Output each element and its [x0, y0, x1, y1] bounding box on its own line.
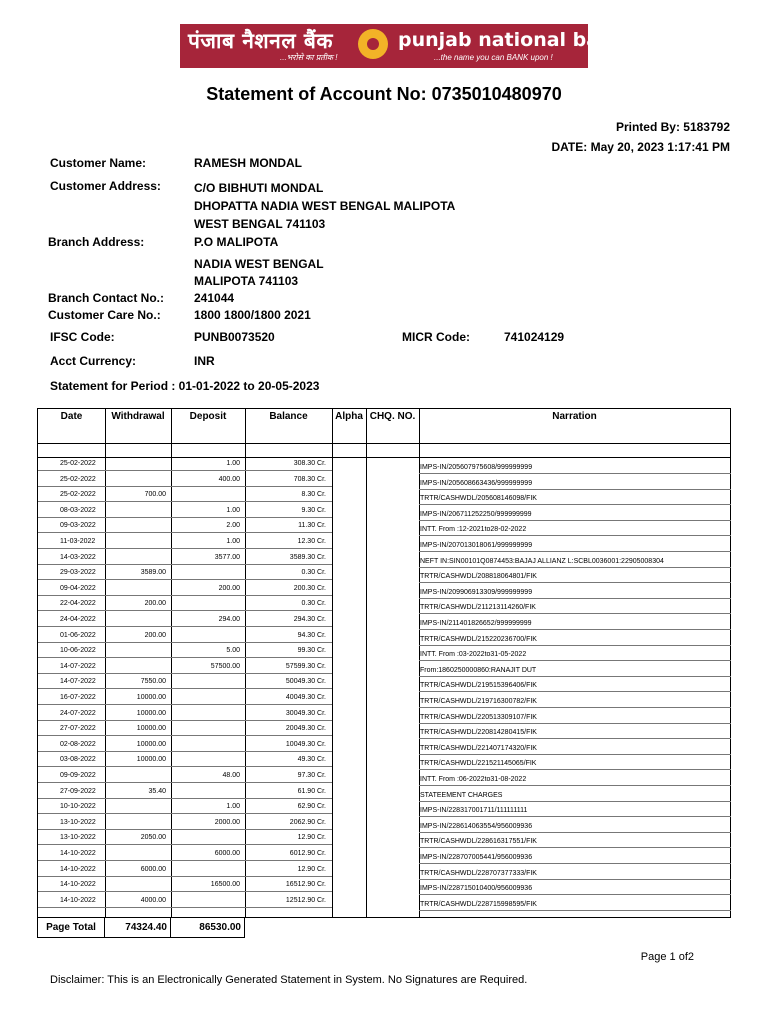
currency: INR	[194, 354, 215, 368]
row-narration: INTT. From :12-2021to28-02-2022	[420, 526, 527, 534]
row-narration: IMPS-IN/206711252250/999999999	[420, 510, 532, 518]
row-deposit: 200.00	[218, 584, 240, 592]
row-date: 01-06-2022	[60, 631, 96, 639]
print-date: DATE: May 20, 2023 1:17:41 PM	[551, 140, 730, 154]
row-narration: IMPS-IN/205607975608/999999999	[420, 464, 533, 471]
header-chq-no: CHQ. NO.	[369, 411, 416, 422]
micr-label: MICR Code:	[402, 330, 470, 344]
row-withdrawal: 10000.00	[136, 694, 166, 701]
row-date: 25-02-2022	[60, 475, 96, 483]
statement-title: Statement of Account No: 0735010480970	[206, 84, 562, 104]
row-narration: TRTR/CASHWDL/228616317551/FIK	[420, 838, 537, 846]
row-balance: 49.30 Cr.	[297, 756, 326, 764]
row-withdrawal: 35.40	[148, 787, 166, 795]
row-balance: 94.30 Cr.	[297, 631, 326, 639]
customer-address-line: DHOPATTA NADIA WEST BENGAL MALIPOTA	[194, 199, 456, 213]
row-date: 16-07-2022	[60, 694, 96, 701]
printed-by: Printed By: 5183792	[615, 120, 730, 134]
row-withdrawal: 10000.00	[136, 740, 166, 748]
row-date: 08-03-2022	[60, 506, 96, 514]
row-deposit: 48.00	[222, 772, 240, 779]
disclaimer: Disclaimer: This is an Electronically Generated Statement in System. No Signatures are Required.	[50, 974, 528, 986]
row-date: 13-10-2022	[60, 834, 96, 842]
row-date: 22-04-2022	[60, 600, 96, 608]
row-withdrawal: 6000.00	[140, 865, 166, 873]
row-deposit: 294.00	[218, 616, 240, 623]
row-withdrawal: 3589.00	[140, 569, 166, 577]
row-date: 25-02-2022	[60, 491, 96, 499]
row-narration: STATEEMENT CHARGES	[420, 791, 503, 799]
header-deposit: Deposit	[189, 411, 227, 422]
branch-address-line: MALIPOTA 741103	[194, 274, 299, 288]
row-date: 13-10-2022	[60, 818, 96, 826]
page-number: Page 1 of2	[640, 951, 694, 963]
row-narration: IMPS-IN/228614063554/956009936	[420, 822, 533, 830]
row-date: 09-03-2022	[60, 522, 96, 530]
row-narration: TRTR/CASHWDL/220513309107/FIK	[420, 713, 537, 721]
row-balance: 9.30 Cr.	[301, 506, 326, 514]
row-balance: 12.90 Cr.	[297, 865, 326, 873]
customer-address-line: C/O BIBHUTI MONDAL	[194, 181, 324, 195]
row-withdrawal: 7550.00	[140, 678, 166, 686]
row-date: 29-03-2022	[60, 569, 96, 577]
row-balance: 12.30 Cr.	[297, 538, 326, 545]
ifsc-code: PUNB0073520	[194, 330, 275, 344]
row-date: 14-03-2022	[60, 553, 96, 561]
row-balance: 30049.30 Cr.	[285, 709, 326, 717]
row-narration: TRTR/CASHWDL/208818064801/FIK	[420, 573, 537, 581]
row-date: 24-04-2022	[60, 616, 96, 623]
row-balance: 708.30 Cr.	[293, 475, 326, 483]
bank-name-hindi: पंजाब नैशनल बैंक	[188, 29, 334, 53]
page-total-label: Page Total	[37, 917, 105, 938]
row-withdrawal: 200.00	[144, 600, 166, 608]
page-total-row	[37, 917, 245, 938]
row-narration: TRTR/CASHWDL/211213114260/FIK	[420, 604, 536, 612]
row-balance: 97.30 Cr.	[297, 772, 326, 779]
row-date: 14-10-2022	[60, 865, 96, 873]
row-narration: TRTR/CASHWDL/215220236700/FIK	[420, 635, 537, 643]
row-date: 09-09-2022	[60, 772, 96, 779]
row-deposit: 1.00	[226, 538, 240, 545]
row-date: 14-07-2022	[60, 678, 96, 686]
row-deposit: 6000.00	[214, 850, 240, 857]
row-withdrawal: 10000.00	[136, 709, 166, 717]
ifsc-label: IFSC Code:	[50, 330, 115, 344]
statement-period: Statement for Period : 01-01-2022 to 20-05-2023	[50, 379, 320, 393]
row-date: 03-08-2022	[60, 756, 96, 764]
row-withdrawal: 10000.00	[136, 756, 166, 764]
row-balance: 0.30 Cr.	[301, 569, 326, 577]
row-narration: TRTR/CASHWDL/205608146098/FIK	[420, 495, 537, 503]
row-date: 14-10-2022	[60, 896, 96, 904]
header-alpha: Alpha	[335, 411, 363, 422]
row-narration: INTT. From :03-2022to31-05-2022	[420, 651, 527, 659]
row-narration: From:1860250000860:RANAJIT DUT	[420, 666, 537, 674]
row-balance: 8.30 Cr.	[301, 491, 326, 499]
customer-name-label: Customer Name:	[50, 156, 147, 170]
row-deposit: 1.00	[226, 460, 240, 467]
row-deposit: 400.00	[218, 475, 240, 483]
row-balance: 12512.90 Cr.	[285, 896, 326, 904]
row-date: 24-07-2022	[60, 709, 96, 717]
branch-address-line: NADIA WEST BENGAL	[194, 257, 324, 271]
row-date: 14-10-2022	[60, 850, 96, 857]
branch-contact: 241044	[194, 291, 235, 305]
row-narration: TRTR/CASHWDL/228707377333/FIK	[420, 869, 537, 877]
bank-tagline-hindi: ...भरोसे का प्रतीक !	[280, 53, 338, 62]
row-narration: NEFT IN:SIN00101Q0874453:BAJAJ ALLIANZ L:SCBL0036001:22905008304	[420, 557, 664, 565]
bank-tagline-english: ...the name you can BANK upon !	[434, 53, 553, 62]
row-balance: 11.30 Cr.	[298, 522, 326, 530]
row-date: 14-10-2022	[60, 881, 96, 889]
bank-banner	[180, 24, 626, 68]
header-withdrawal: Withdrawal	[111, 411, 165, 422]
row-withdrawal: 10000.00	[136, 725, 166, 733]
row-balance: 40049.30 Cr.	[285, 694, 326, 701]
row-narration: TRTR/CASHWDL/221521145065/FIK	[420, 760, 537, 768]
row-balance: 3589.30 Cr.	[289, 553, 326, 561]
row-balance: 294.30 Cr.	[293, 616, 326, 623]
row-narration: IMPS-IN/228317001711/111111111	[420, 807, 528, 815]
branch-address-line: P.O MALIPOTA	[194, 235, 279, 249]
row-narration: IMPS-IN/207013018061/999999999	[420, 542, 533, 549]
pnb-logo-icon	[358, 29, 388, 59]
row-date: 10-10-2022	[60, 803, 96, 811]
transactions-table	[37, 408, 731, 918]
row-narration: TRTR/CASHWDL/220814280415/FIK	[420, 729, 537, 737]
branch-contact-label: Branch Contact No.:	[48, 291, 165, 305]
row-deposit: 2000.00	[214, 818, 240, 826]
header-date: Date	[60, 411, 83, 422]
customer-address-line: WEST BENGAL 741103	[194, 217, 326, 231]
micr-code: 741024129	[504, 330, 565, 344]
row-date: 25-02-2022	[60, 460, 96, 467]
bank-name-english: punjab national bank	[398, 29, 626, 51]
row-balance: 62.90 Cr.	[297, 803, 326, 811]
header-narration: Narration	[552, 411, 597, 422]
row-date: 10-06-2022	[60, 647, 96, 655]
row-balance: 99.30 Cr.	[297, 647, 326, 655]
row-balance: 200.30 Cr.	[293, 584, 326, 592]
row-deposit: 16500.00	[210, 881, 240, 889]
row-balance: 57599.30 Cr.	[285, 662, 326, 670]
page-total-withdrawal: 74324.40	[104, 917, 171, 938]
row-balance: 0.30 Cr.	[301, 600, 326, 608]
row-deposit: 57500.00	[210, 662, 240, 670]
row-balance: 12.90 Cr.	[297, 834, 326, 842]
row-balance: 61.90 Cr.	[297, 787, 326, 795]
row-date: 09-04-2022	[60, 584, 96, 592]
row-narration: TRTR/CASHWDL/228715998595/FIK	[420, 900, 537, 908]
row-narration: TRTR/CASHWDL/219716300782/FIK	[420, 698, 537, 705]
page-total-deposit: 86530.00	[170, 917, 245, 938]
row-withdrawal: 200.00	[144, 631, 166, 639]
customer-care: 1800 1800/1800 2021	[194, 308, 311, 322]
row-narration: TRTR/CASHWDL/219515396406/FIK	[420, 682, 537, 690]
row-date: 27-09-2022	[60, 787, 96, 795]
row-narration: IMPS-IN/209906913309/999999999	[420, 588, 533, 596]
row-balance: 10049.30 Cr.	[285, 740, 326, 748]
row-narration: IMPS-IN/228707005441/956009936	[420, 854, 533, 861]
customer-care-label: Customer Care No.:	[48, 308, 161, 322]
currency-label: Acct Currency:	[50, 354, 137, 368]
row-withdrawal: 700.00	[144, 491, 166, 499]
row-balance: 6012.90 Cr.	[289, 850, 326, 857]
row-deposit: 5.00	[226, 647, 240, 655]
row-date: 02-08-2022	[60, 740, 96, 748]
row-date: 27-07-2022	[60, 725, 96, 733]
row-balance: 308.30 Cr.	[293, 460, 326, 467]
row-narration: IMPS-IN/205608663436/999999999	[420, 479, 533, 487]
row-narration: TRTR/CASHWDL/221407174320/FIK	[420, 744, 537, 752]
row-withdrawal: 2050.00	[140, 834, 166, 842]
row-withdrawal: 4000.00	[140, 896, 166, 904]
row-balance: 50049.30 Cr.	[285, 678, 326, 686]
row-narration: INTT. From :06-2022to31-08-2022	[420, 776, 527, 783]
row-balance: 16512.90 Cr.	[285, 881, 326, 889]
row-deposit: 2.00	[226, 522, 240, 530]
row-narration: IMPS-IN/211401826652/999999999	[420, 620, 532, 627]
row-deposit: 1.00	[226, 803, 240, 811]
row-deposit: 1.00	[226, 506, 240, 514]
row-deposit: 3577.00	[214, 553, 240, 561]
customer-name: RAMESH MONDAL	[194, 156, 302, 170]
row-balance: 20049.30 Cr.	[285, 725, 326, 733]
row-balance: 2062.90 Cr.	[289, 818, 326, 826]
branch-address-label: Branch Address:	[48, 235, 145, 249]
row-narration: IMPS-IN/228715010400/956009936	[420, 885, 533, 893]
header-balance: Balance	[269, 411, 308, 422]
row-date: 14-07-2022	[60, 662, 96, 670]
row-date: 11-03-2022	[60, 538, 96, 545]
customer-address-label: Customer Address:	[50, 179, 161, 193]
